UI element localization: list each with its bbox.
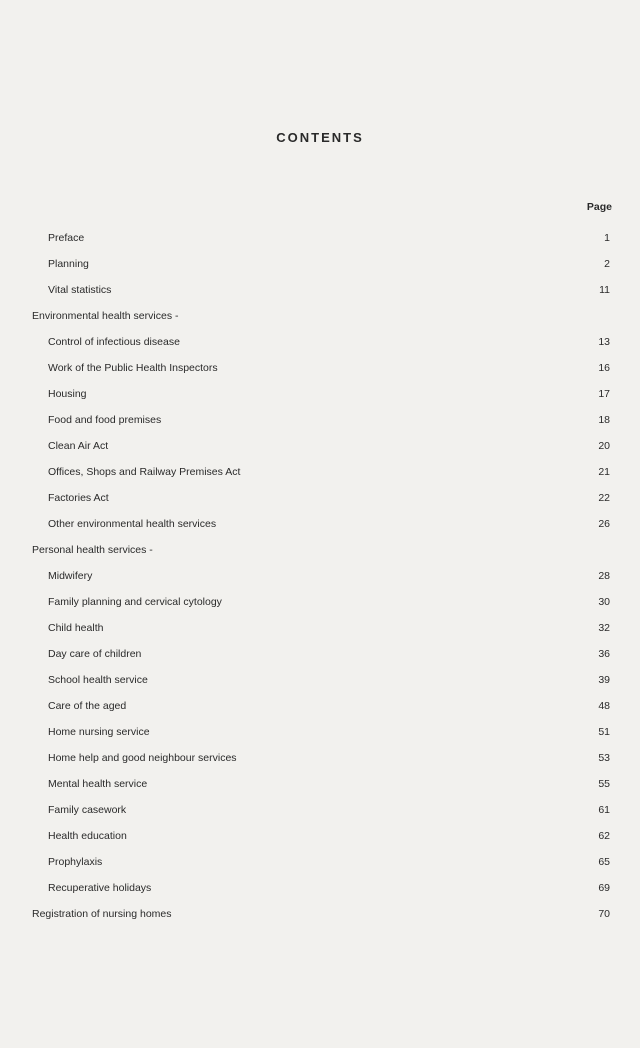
toc-entry-label: Personal health services -	[32, 544, 153, 556]
toc-entry	[0, 719, 640, 745]
toc-entry-page-number: 39	[598, 674, 610, 686]
toc-entry	[0, 225, 640, 251]
toc-entry	[0, 355, 640, 381]
toc-entry-label: Preface	[48, 232, 85, 244]
toc-entry	[0, 381, 640, 407]
toc-entry	[0, 615, 640, 641]
toc-entry-label: Work of the Public Health Inspectors	[48, 362, 218, 374]
toc-entry	[0, 745, 640, 771]
toc-entry-page-number: 18	[598, 414, 610, 426]
toc-entry	[0, 251, 640, 277]
toc-entry-page-number: 48	[598, 700, 610, 712]
toc-entry-label: Environmental health services -	[32, 310, 179, 322]
toc-entry-label: Family casework	[48, 804, 127, 816]
toc-entry	[0, 485, 640, 511]
toc-entry	[0, 771, 640, 797]
toc-entry-label: Child health	[48, 622, 104, 634]
toc-entry-label: Control of infectious disease	[48, 336, 180, 348]
toc-entry-label: Care of the aged	[48, 700, 127, 712]
toc-entry	[0, 329, 640, 355]
toc-entry	[0, 875, 640, 901]
toc-entry	[0, 433, 640, 459]
toc-entry-label: Vital statistics	[48, 284, 112, 296]
toc-entry-label: Midwifery	[48, 570, 93, 582]
toc-entry-page-number: 28	[598, 570, 610, 582]
toc-entry	[0, 277, 640, 303]
toc-entry-page-number: 55	[598, 778, 610, 790]
toc-entry-label: Offices, Shops and Railway Premises Act	[48, 466, 241, 478]
toc-entry-label: Food and food premises	[48, 414, 162, 426]
toc-entry-page-number: 53	[598, 752, 610, 764]
toc-entry-page-number: 13	[598, 336, 610, 348]
toc-entry-page-number: 26	[598, 518, 610, 530]
toc-entry-label: Other environmental health services	[48, 518, 217, 530]
toc-entry-label: Mental health service	[48, 778, 148, 790]
toc-entry-page-number: 2	[604, 258, 610, 270]
toc-entry	[0, 693, 640, 719]
toc-entry	[0, 667, 640, 693]
toc-entry-page-number: 65	[598, 856, 610, 868]
toc-entry	[0, 563, 640, 589]
toc-entry-label: Health education	[48, 830, 127, 842]
toc-entry	[0, 511, 640, 537]
table-of-contents	[0, 225, 640, 927]
toc-entry-label: Day care of children	[48, 648, 142, 660]
toc-entry-label: Planning	[48, 258, 89, 270]
toc-entry-label: Home help and good neighbour services	[48, 752, 237, 764]
toc-entry	[0, 407, 640, 433]
toc-entry	[0, 797, 640, 823]
toc-entry-page-number: 62	[598, 830, 610, 842]
toc-entry-label: Clean Air Act	[48, 440, 109, 452]
toc-entry-page-number: 51	[598, 726, 610, 738]
toc-entry	[0, 641, 640, 667]
page-title: CONTENTS	[276, 130, 364, 145]
toc-entry	[0, 849, 640, 875]
toc-entry-page-number: 22	[598, 492, 610, 504]
toc-section-heading	[0, 537, 640, 563]
toc-entry-page-number: 1	[604, 232, 610, 244]
toc-entry-label: Recuperative holidays	[48, 882, 152, 894]
toc-entry-page-number: 36	[598, 648, 610, 660]
toc-entry-page-number: 20	[598, 440, 610, 452]
page-column-header: Page	[586, 201, 612, 213]
toc-entry-label: School health service	[48, 674, 148, 686]
toc-entry-label: Registration of nursing homes	[32, 908, 172, 920]
toc-entry-page-number: 32	[598, 622, 610, 634]
toc-entry	[0, 901, 640, 927]
toc-entry-page-number: 70	[598, 908, 610, 920]
toc-entry	[0, 459, 640, 485]
toc-entry-page-number: 21	[598, 466, 610, 478]
toc-entry-page-number: 69	[598, 882, 610, 894]
toc-entry-label: Factories Act	[48, 492, 109, 504]
toc-entry-page-number: 11	[599, 284, 610, 296]
toc-entry-label: Housing	[48, 388, 87, 400]
toc-entry	[0, 823, 640, 849]
toc-entry-page-number: 16	[598, 362, 610, 374]
toc-entry-page-number: 17	[598, 388, 610, 400]
toc-entry-label: Home nursing service	[48, 726, 150, 738]
toc-entry-page-number: 30	[598, 596, 610, 608]
toc-entry-label: Family planning and cervical cytology	[48, 596, 222, 608]
toc-entry-page-number: 61	[598, 804, 610, 816]
toc-entry	[0, 589, 640, 615]
toc-entry-label: Prophylaxis	[48, 856, 103, 868]
toc-section-heading	[0, 303, 640, 329]
